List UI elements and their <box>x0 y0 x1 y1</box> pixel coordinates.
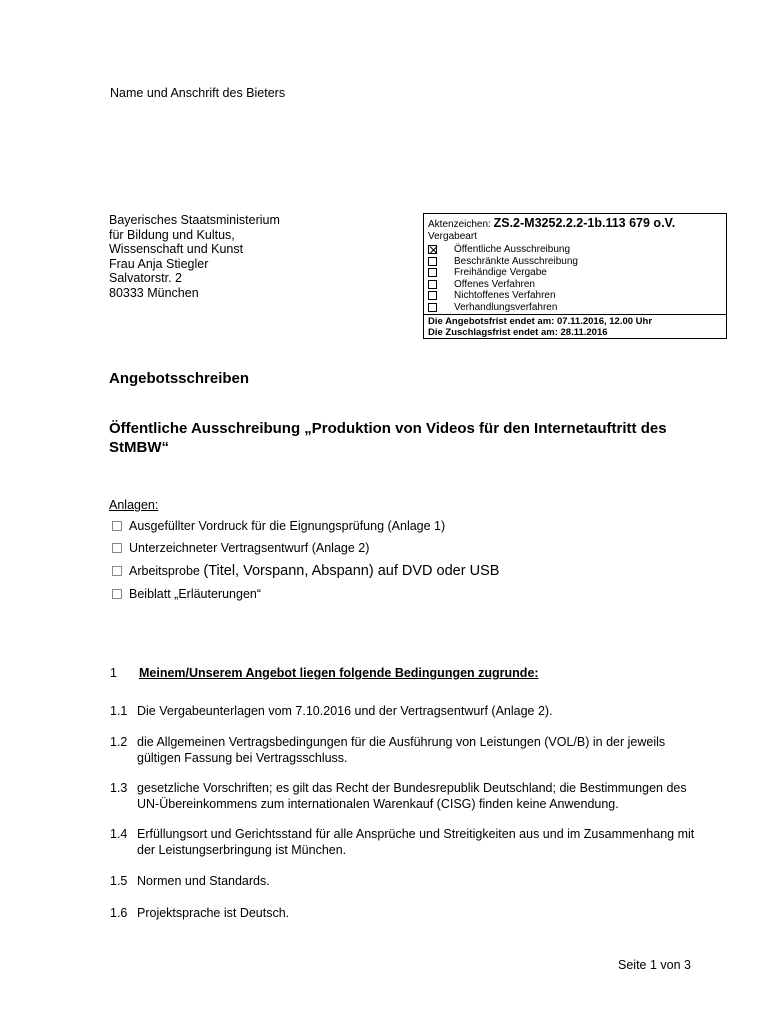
condition-number: 1.1 <box>110 704 128 718</box>
award-type-label: Vergabeart <box>428 231 477 242</box>
condition-text: die Allgemeinen Vertragsbedingungen für die Ausführung von Leistungen (VOL/B) in der jeweils gültigen Fassung bei Vertragsschluss. <box>137 735 666 765</box>
award-deadline: Die Zuschlagsfrist endet am: 28.11.2016 <box>428 327 608 338</box>
award-type-option-label: Beschränkte Ausschreibung <box>454 255 578 267</box>
bidder-name-address-label: Name und Anschrift des Bieters <box>110 86 286 100</box>
condition-text: Die Vergabeunterlagen vom 7.10.2016 und der Vertragsentwurf (Anlage 2). <box>137 704 553 718</box>
file-reference-value: ZS.2-M3252.2.2-1b.113 679 o.V. <box>493 216 676 230</box>
attachment-checkbox[interactable] <box>112 543 122 553</box>
condition-text: Normen und Standards. <box>137 874 270 888</box>
recipient-line: für Bildung und Kultus, <box>109 227 235 242</box>
award-type-option <box>428 255 578 268</box>
attachment-item <box>112 563 499 579</box>
award-type-option <box>428 278 535 291</box>
file-reference <box>428 218 675 231</box>
recipient-line: Wissenschaft und Kunst <box>109 242 244 257</box>
document-title: Angebotsschreiben <box>109 370 250 387</box>
recipient-line: Salvatorstr. 2 <box>109 271 182 286</box>
condition-number: 1.3 <box>110 781 128 795</box>
attachment-label: Beiblatt „Erläuterungen“ <box>129 587 262 601</box>
recipient-line: Bayerisches Staatsministerium <box>109 213 280 227</box>
page-number: Seite 1 von 3 <box>618 958 691 972</box>
tender-title: Öffentliche Ausschreibung „Produktion von Videos für den Internetauftritt des StMBW“ <box>109 420 667 456</box>
award-type-checkbox[interactable] <box>428 268 437 277</box>
file-reference-label: Aktenzeichen: <box>428 219 494 230</box>
condition-number: 1.6 <box>110 906 128 920</box>
award-type-option-label: Offenes Verfahren <box>454 278 535 290</box>
procurement-info-box <box>423 213 727 339</box>
condition-number: 1.4 <box>110 827 128 841</box>
condition-text: gesetzliche Vorschriften; es gilt das Recht der Bundesrepublik Deutschland; die Bestimmungen des UN-Übereinkommens zum internationalen Warenkauf (CISG) finden keine Anwendung. <box>137 781 687 811</box>
award-type-option-label: Freihändige Vergabe <box>454 267 547 278</box>
attachment-item <box>112 541 369 555</box>
award-type-option <box>428 244 571 256</box>
award-type-checkbox[interactable] <box>428 257 437 266</box>
attachment-item <box>112 587 261 601</box>
award-type-option <box>428 301 558 314</box>
recipient-line: Frau Anja Stiegler <box>109 256 209 271</box>
condition-number: 1.2 <box>110 735 128 749</box>
section-number: 1 <box>110 666 117 680</box>
attachment-checkbox[interactable] <box>112 521 122 531</box>
award-type-option <box>428 290 556 302</box>
award-type-option-label: Öffentliche Ausschreibung <box>454 244 571 255</box>
award-type-option <box>428 267 547 279</box>
condition-text: Projektsprache ist Deutsch. <box>137 906 290 920</box>
recipient-address <box>109 213 280 301</box>
recipient-line: 80333 München <box>109 285 199 300</box>
award-type-checkbox[interactable] <box>428 291 437 300</box>
attachment-label-detail: (Titel, Vorspann, Abspann) auf DVD oder USB <box>203 563 500 579</box>
attachment-label: Arbeitsprobe <box>129 564 204 578</box>
attachment-label: Ausgefüllter Vordruck für die Eignungsprüfung (Anlage 1) <box>129 519 446 533</box>
attachment-checkbox[interactable] <box>112 589 122 599</box>
attachments-heading: Anlagen: <box>109 498 159 512</box>
award-type-option-label: Nichtoffenes Verfahren <box>454 290 556 301</box>
attachment-checkbox[interactable] <box>112 566 122 576</box>
award-type-option-label: Verhandlungsverfahren <box>454 301 558 313</box>
attachment-label: Unterzeichneter Vertragsentwurf (Anlage 2) <box>129 541 370 555</box>
award-type-checkbox[interactable] <box>428 245 437 254</box>
award-type-checkbox[interactable] <box>428 303 437 312</box>
offer-deadline: Die Angebotsfrist endet am: 07.11.2016, 12.00 Uhr <box>428 316 653 327</box>
condition-text: Erfüllungsort und Gerichtsstand für alle Ansprüche und Streitigkeiten aus und im Zusammenhang mit der Leistungserbringung ist München. <box>137 827 695 857</box>
award-type-checkbox[interactable] <box>428 280 437 289</box>
attachment-item <box>112 519 445 533</box>
deadline-divider <box>424 314 726 315</box>
section-title: Meinem/Unserem Angebot liegen folgende Bedingungen zugrunde: <box>139 666 539 680</box>
condition-number: 1.5 <box>110 874 128 888</box>
